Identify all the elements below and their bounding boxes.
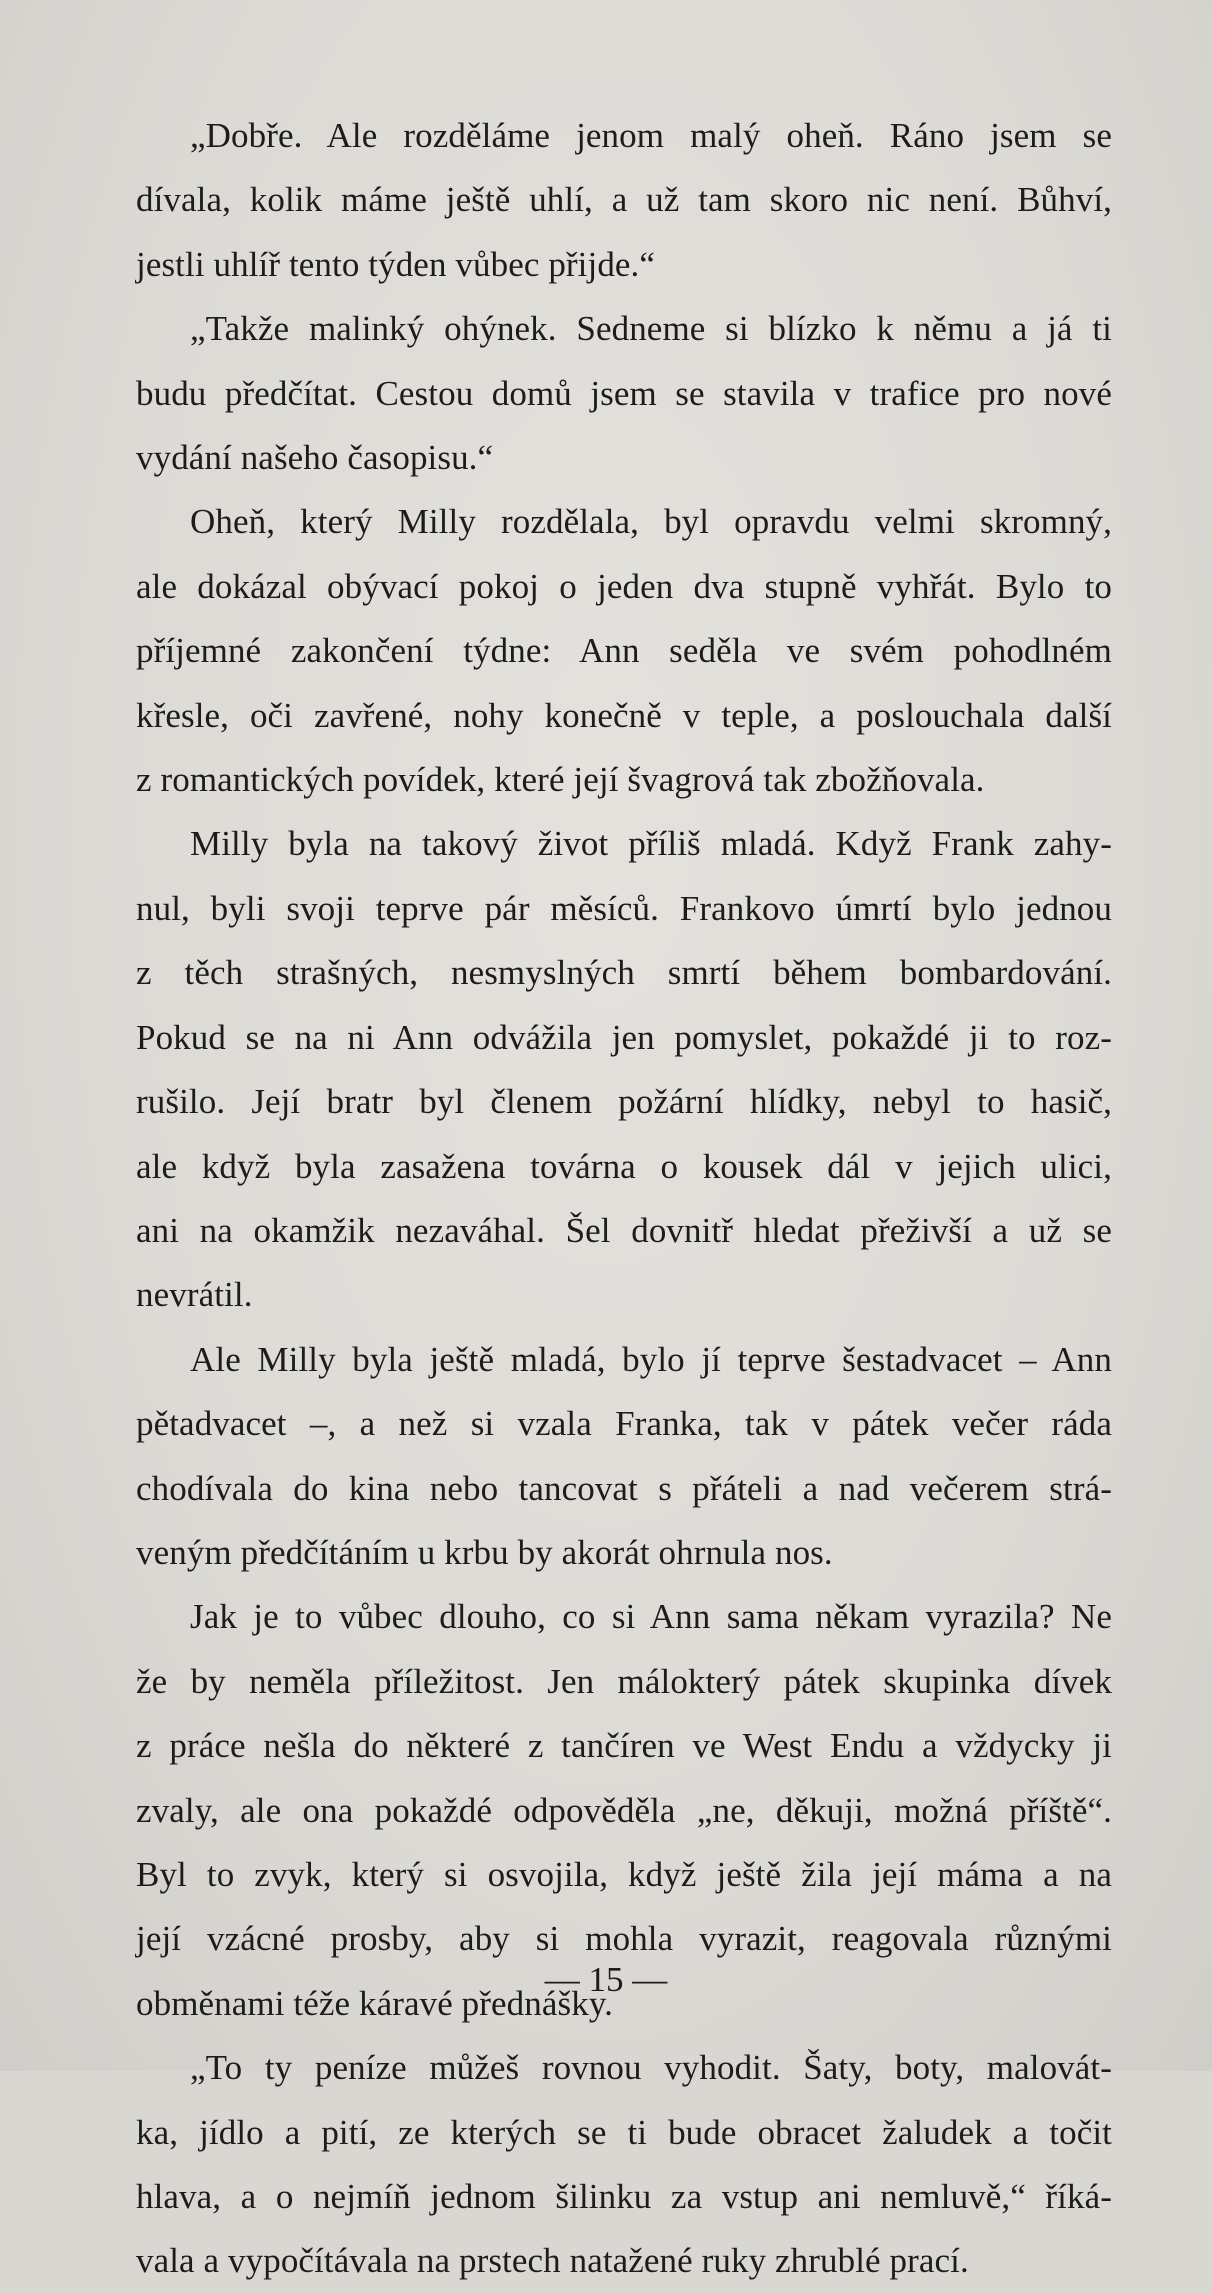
paragraph [136, 104, 1112, 297]
text-line: obměnami téže káravé přednášky. [136, 1983, 614, 2023]
text-line: příjemné zakončení týdne: Ann seděla ve svém pohodlném [136, 631, 1112, 671]
text-line: z těch strašných, nesmyslných smrtí během bombardování. [136, 953, 1112, 993]
text-line: vydání našeho časopisu.“ [136, 438, 494, 478]
text-line: Byl to zvyk, který si osvojila, když ještě žila její máma a na [136, 1854, 1112, 1894]
text-line: zvaly, ale ona pokaždé odpověděla „ne, děkuji, možná příště“. [136, 1790, 1112, 1830]
paragraph [136, 2036, 1112, 2294]
text-line: její vzácné prosby, aby si mohla vyrazit, reagovala různými [136, 1919, 1112, 1959]
text-line: dívala, kolik máme ještě uhlí, a už tam skoro nic není. Bůhví, [136, 180, 1112, 220]
text-line: nevrátil. [136, 1275, 253, 1315]
page-number: — 15 — [544, 1960, 668, 1999]
text-line: „Takže malinký ohýnek. Sedneme si blízko k němu a já ti [190, 309, 1112, 349]
paragraph [136, 490, 1112, 812]
text-line: Jak je to vůbec dlouho, co si Ann sama někam vyrazila? Ne [190, 1597, 1112, 1637]
text-line: ale když byla zasažena továrna o kousek dál v jejich ulici, [136, 1146, 1112, 1186]
text-line: jestli uhlíř tento týden vůbec přijde.“ [136, 244, 656, 284]
text-line: hlava, a o nejmíň jednom šilinku za vstup ani nemluvě,“ říká- [136, 2177, 1112, 2216]
text-line: rušilo. Její bratr byl členem požární hlídky, nebyl to hasič, [136, 1082, 1112, 1122]
text-line: budu předčítat. Cestou domů jsem se stavila v trafice pro nové [136, 373, 1112, 413]
text-line: křesle, oči zavřené, nohy konečně v teple, a poslouchala další [136, 695, 1112, 735]
paragraph [136, 297, 1112, 490]
text-line: z romantických povídek, které její švagrová tak zbožňovala. [136, 760, 985, 800]
text-line: veným předčítáním u krbu by akorát ohrnula nos. [136, 1532, 833, 1572]
text-line: Pokud se na ni Ann odvážila jen pomyslet, pokaždé ji to roz- [136, 1017, 1112, 1057]
text-line: ale dokázal obývací pokoj o jeden dva stupně vyhřát. Bylo to [136, 566, 1112, 606]
text-line: vala a vypočítávala na prstech natažené ruky zhrublé prací. [136, 2241, 969, 2281]
paragraph [136, 1328, 1112, 1586]
text-line: ani na okamžik nezaváhal. Šel dovnitř hledat přeživší a už se [136, 1210, 1112, 1250]
text-line: Milly byla na takový život příliš mladá. Když Frank zahy- [190, 824, 1112, 864]
text-line: pětadvacet –, a než si vzala Franka, tak v pátek večer ráda [136, 1404, 1112, 1444]
text-line: Oheň, který Milly rozdělala, byl opravdu velmi skromný, [190, 502, 1112, 542]
text-line: „Dobře. Ale rozděláme jenom malý oheň. Ráno jsem se [190, 116, 1112, 155]
paragraph [136, 812, 1112, 1327]
text-line: ka, jídlo a pití, ze kterých se ti bude obracet žaludek a točit [136, 2112, 1112, 2152]
text-line: chodívala do kina nebo tancovat s přáteli a nad večerem strá- [136, 1468, 1112, 1508]
text-line: Ale Milly byla ještě mladá, bylo jí teprve šestadvacet – Ann [190, 1339, 1112, 1379]
text-line: „To ty peníze můžeš rovnou vyhodit. Šaty, boty, malovát- [190, 2048, 1112, 2088]
text-line: nul, byli svoji teprve pár měsíců. Frankovo úmrtí bylo jednou [136, 888, 1112, 928]
text-line: že by neměla příležitost. Jen málokterý pátek skupinka dívek [136, 1661, 1112, 1701]
text-line: z práce nešla do některé z tančíren ve West Endu a vždycky ji [136, 1726, 1112, 1766]
